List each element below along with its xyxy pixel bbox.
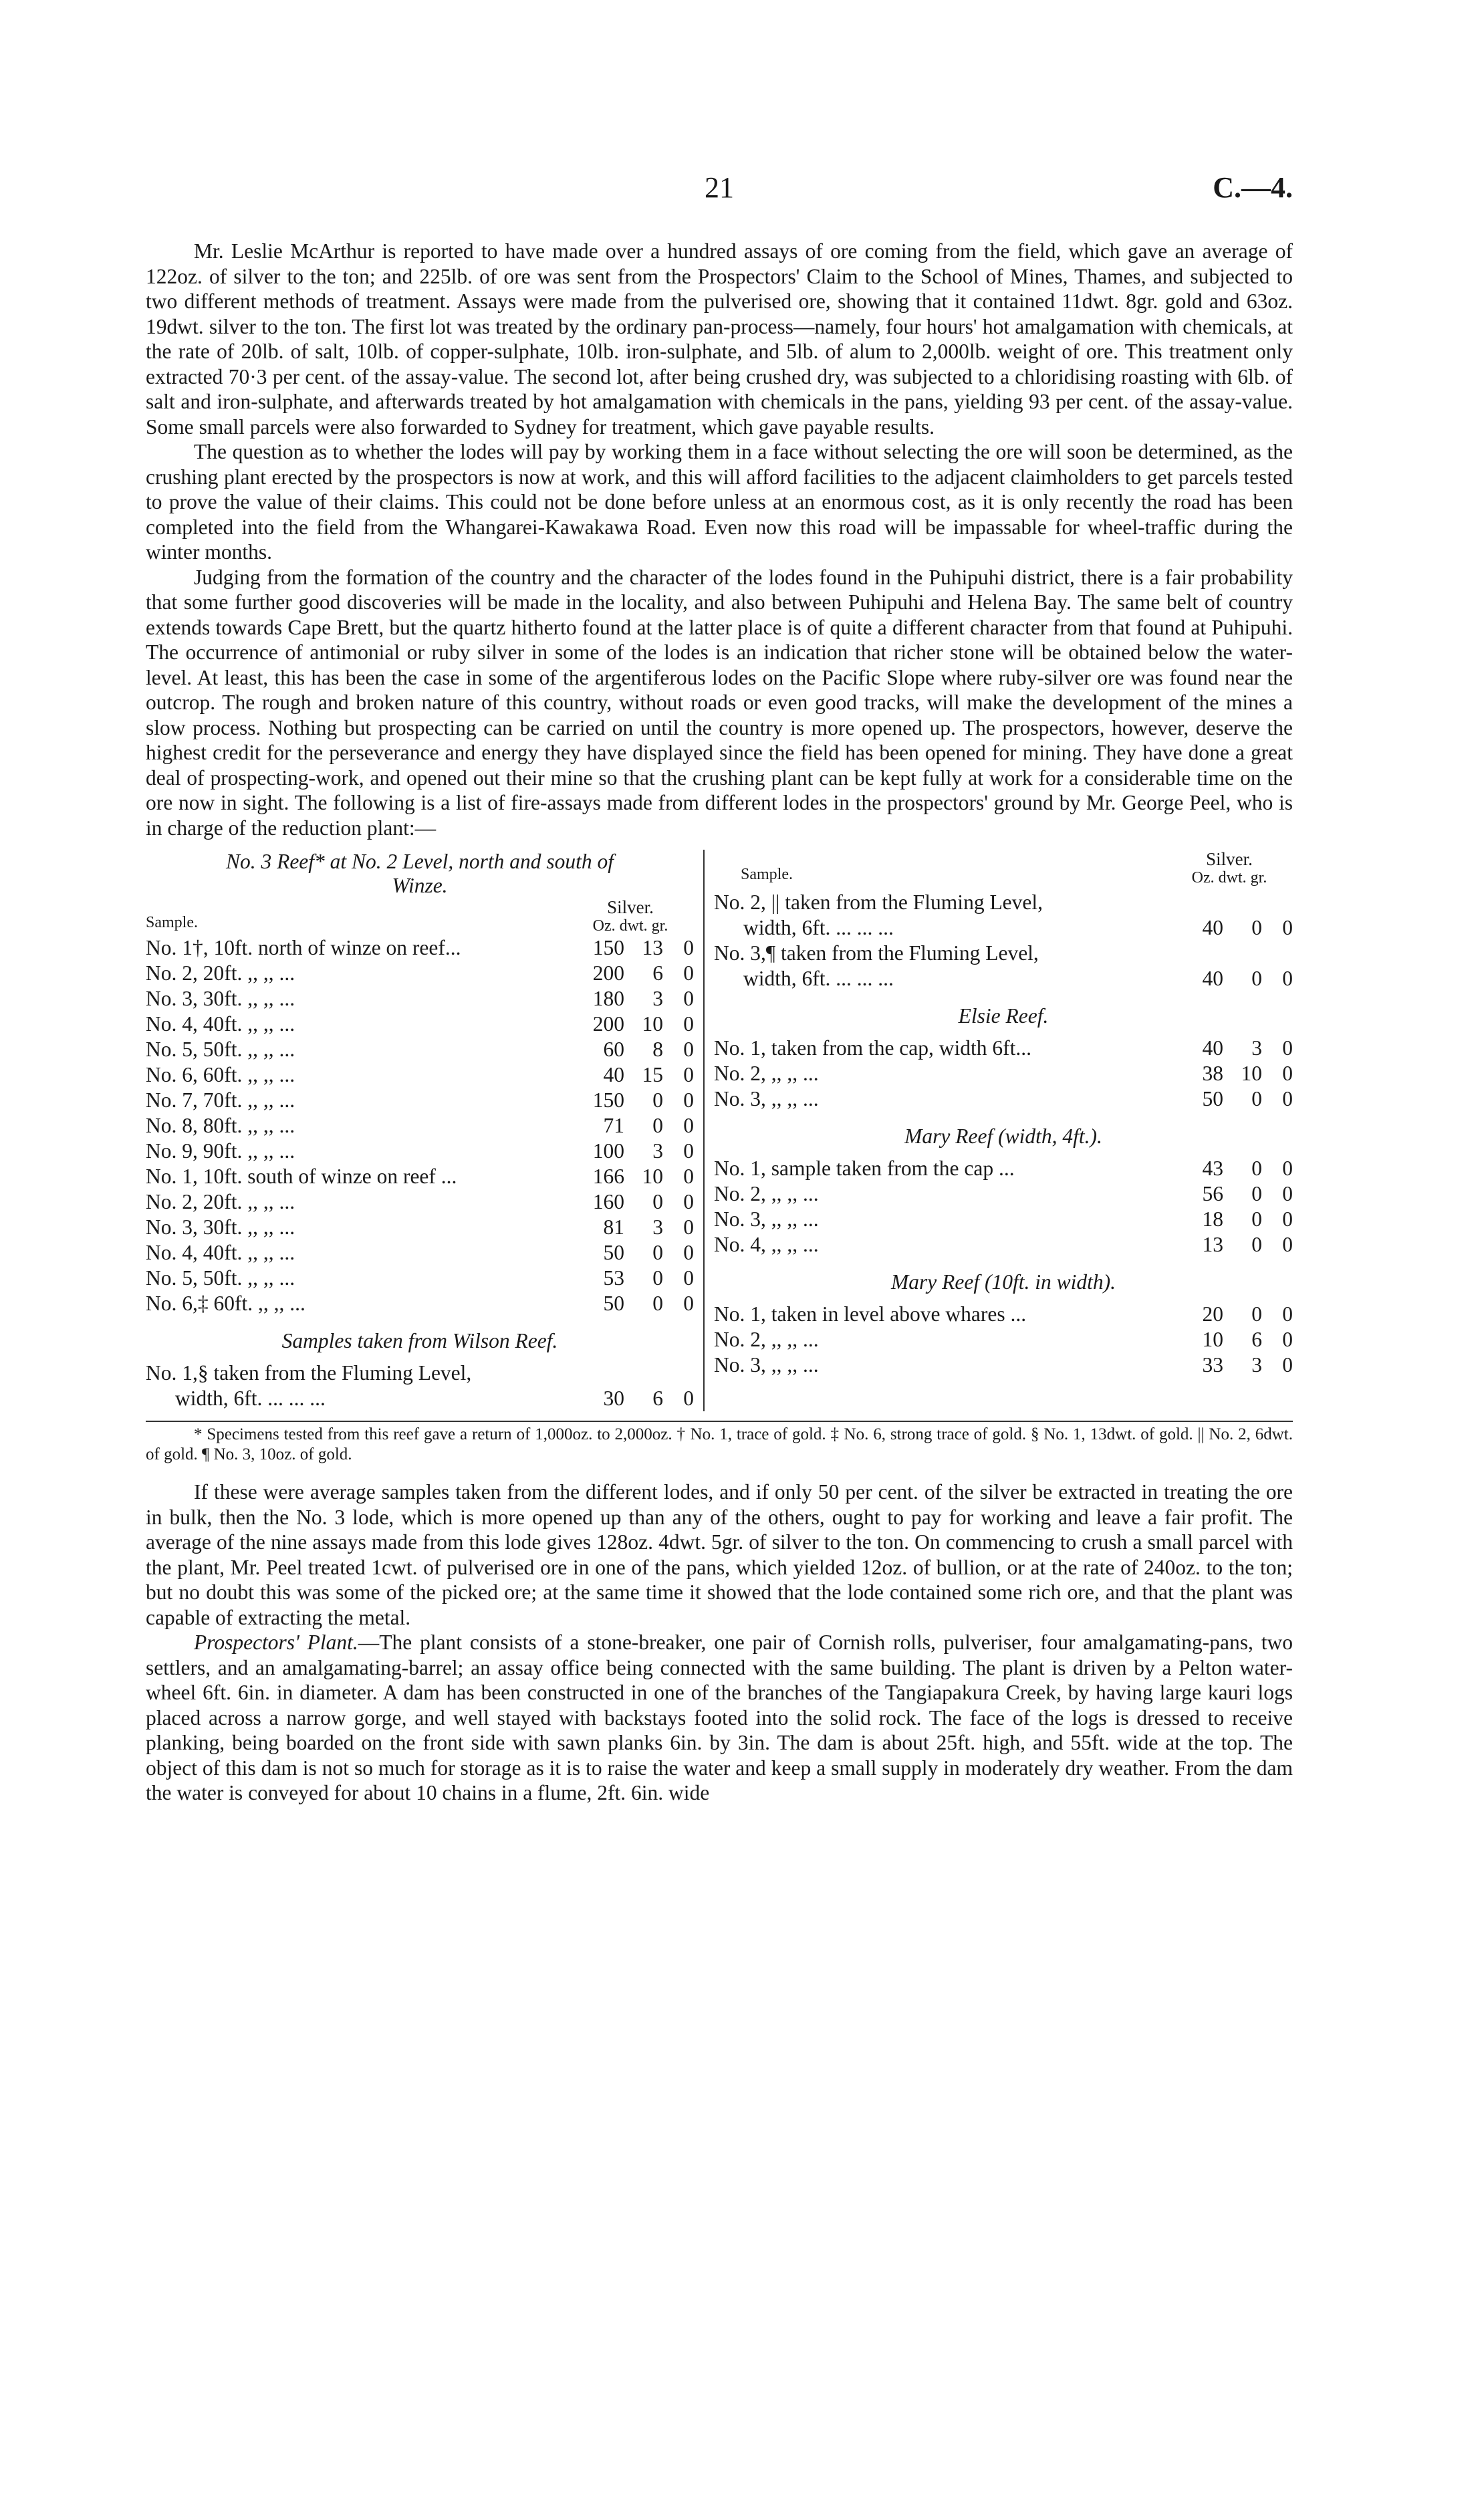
row-label: No. 2, || taken from the Fluming Level, xyxy=(714,890,1043,914)
closing-paragraphs xyxy=(146,1479,1293,1806)
row-label: No. 1, taken from the cap, width 6ft... xyxy=(714,1036,1032,1060)
oz-value: 20 xyxy=(1202,1302,1223,1326)
table-row xyxy=(714,1156,1293,1181)
assay-tables xyxy=(146,850,1293,1411)
table-row xyxy=(714,966,1293,991)
paragraph-lodes-pay: The question as to whether the lodes will pay by working them in a face without selecting the ore will soon be determined, as the crushing plant erected by the prospectors is now at work, and this will afford facilities to the adjacent claimholders to get parcels tested to prove the value of their claims. This could not be done before unless at an enormous cost, as it is only recently the road has been completed into the field from the Whangarei-Kawakawa Road. Even now this road will be impassable for wheel-traffic during the winter months. xyxy=(146,440,1293,564)
row-label: No. 2, 20ft. ,, ,, ... xyxy=(146,961,295,985)
gr-value: 0 xyxy=(683,1139,694,1163)
table-row xyxy=(714,1352,1293,1378)
dwt-value: 3 xyxy=(1251,1353,1262,1377)
elsie-reef-heading: Elsie Reef. xyxy=(958,1004,1049,1028)
silver-header-label: Silver. xyxy=(607,897,654,917)
no3-reef-rows xyxy=(146,935,694,1316)
table-row xyxy=(146,1189,694,1215)
dwt-value: 0 xyxy=(1251,967,1262,990)
table-row xyxy=(714,1181,1293,1207)
row-label: No. 2, ,, ,, ... xyxy=(714,1182,819,1205)
oz-value: 60 xyxy=(603,1038,624,1061)
gr-value: 0 xyxy=(683,936,694,959)
gr-value: 0 xyxy=(1282,1182,1293,1205)
sample-column-header: Sample. xyxy=(146,914,198,931)
gr-value: 0 xyxy=(1282,1207,1293,1231)
silver-units-label: Oz. dwt. gr. xyxy=(592,917,668,935)
table-row xyxy=(146,1113,694,1139)
wilson-reef-rows xyxy=(714,890,1293,991)
table-row xyxy=(146,1139,694,1164)
dwt-value: 6 xyxy=(1251,1328,1262,1351)
gr-value: 0 xyxy=(1282,1302,1293,1326)
left-column-headers xyxy=(146,898,694,935)
table-row xyxy=(146,1088,694,1113)
oz-value: 200 xyxy=(592,1012,624,1036)
row-label: No. 8, 80ft. ,, ,, ... xyxy=(146,1114,295,1137)
prospectors-plant-lead: Prospectors' Plant. xyxy=(194,1631,358,1654)
silver-header-label: Silver. xyxy=(1206,849,1253,869)
gr-value: 0 xyxy=(683,1038,694,1061)
table-row xyxy=(146,1037,694,1062)
table-row xyxy=(146,961,694,986)
gr-value: 0 xyxy=(683,1114,694,1137)
table-row xyxy=(714,1036,1293,1061)
gr-value: 0 xyxy=(683,1088,694,1112)
row-label: No. 1, taken in level above whares ... xyxy=(714,1302,1027,1326)
gr-value: 0 xyxy=(683,1063,694,1086)
row-label: No. 6, 60ft. ,, ,, ... xyxy=(146,1063,295,1086)
table-row xyxy=(146,1386,694,1411)
table-row xyxy=(146,1011,694,1037)
table-row xyxy=(146,986,694,1011)
row-label: No. 4, 40ft. ,, ,, ... xyxy=(146,1241,295,1264)
oz-value: 180 xyxy=(592,987,624,1010)
dwt-value: 15 xyxy=(642,1063,663,1086)
oz-value: 166 xyxy=(592,1165,624,1188)
mary-reef-4ft-heading: Mary Reef (width, 4ft.). xyxy=(904,1124,1102,1148)
table-row xyxy=(146,1062,694,1088)
row-label: No. 9, 90ft. ,, ,, ... xyxy=(146,1139,295,1163)
gr-value: 0 xyxy=(1282,967,1293,990)
elsie-reef-rows xyxy=(714,1036,1293,1112)
wilson-reef-heading: Samples taken from Wilson Reef. xyxy=(281,1329,558,1352)
gr-value: 0 xyxy=(1282,1087,1293,1110)
table-row xyxy=(146,935,694,961)
row-label: No. 3, 30ft. ,, ,, ... xyxy=(146,1215,295,1239)
row-label: No. 3,¶ taken from the Fluming Level, xyxy=(714,941,1039,965)
table-row xyxy=(714,1207,1293,1232)
oz-value: 40 xyxy=(1202,967,1223,990)
row-label: No. 4, 40ft. ,, ,, ... xyxy=(146,1012,295,1036)
gr-value: 0 xyxy=(1282,1353,1293,1377)
row-label: width, 6ft. ... ... ... xyxy=(175,1387,326,1410)
mary-reef-10ft-rows xyxy=(714,1302,1293,1378)
oz-value: 40 xyxy=(603,1063,624,1086)
gr-value: 0 xyxy=(683,1012,694,1036)
oz-value: 38 xyxy=(1202,1062,1223,1085)
table-row xyxy=(714,1327,1293,1352)
oz-value: 81 xyxy=(603,1215,624,1239)
dwt-value: 0 xyxy=(1251,1157,1262,1180)
right-column-headers xyxy=(714,850,1293,887)
gr-value: 0 xyxy=(683,1266,694,1290)
table-row xyxy=(146,1240,694,1266)
mary-reef-4ft-rows xyxy=(714,1156,1293,1258)
oz-value: 10 xyxy=(1202,1328,1223,1351)
gr-value: 0 xyxy=(683,1215,694,1239)
dwt-value: 13 xyxy=(642,936,663,959)
row-label: No. 2, ,, ,, ... xyxy=(714,1062,819,1085)
oz-value: 160 xyxy=(592,1190,624,1213)
table-row xyxy=(146,1360,694,1386)
row-label: No. 2, ,, ,, ... xyxy=(714,1328,819,1351)
table-row xyxy=(714,890,1293,915)
oz-value: 50 xyxy=(603,1292,624,1315)
assay-table-right xyxy=(705,850,1293,1411)
no3-reef-heading xyxy=(146,850,694,898)
gr-value: 0 xyxy=(1282,1062,1293,1085)
page-header xyxy=(146,170,1293,217)
row-label: No. 2, 20ft. ,, ,, ... xyxy=(146,1190,295,1213)
table-row xyxy=(714,1086,1293,1112)
oz-value: 50 xyxy=(1202,1087,1223,1110)
row-label: No. 1, sample taken from the cap ... xyxy=(714,1157,1015,1180)
gr-value: 0 xyxy=(683,1165,694,1188)
sample-column-header: Sample. xyxy=(741,866,793,883)
prospectors-plant-text: —The plant consists of a stone-breaker, one pair of Cornish rolls, pulveriser, four amalgamating-pans, two settlers, and an amalgamating-barrel; an assay office being connected with the same building. The plant is driven by a Pelton water-wheel 6ft. 6in. in diameter. A dam has been constructed in one of the branches of the Tangiapakura Creek, by having large kauri logs placed across a narrow gorge, and well stayed with backstays footed into the solid rock. The face of the logs is dressed to receive planking, being boarded on the front side with sawn planks 6in. by 3in. The dam is about 25ft. high, and 55ft. wide at the top. The object of this dam is not so much for storage as it is to raise the water and keep a small supply in moderately dry weather. From the dam the water is conveyed for about 10 chains in a flume, 2ft. 6in. wide xyxy=(146,1631,1293,1804)
row-label: No. 1, 10ft. south of winze on reef ... xyxy=(146,1165,457,1188)
dwt-value: 0 xyxy=(652,1190,663,1213)
table-row xyxy=(714,915,1293,941)
page-number: 21 xyxy=(705,171,734,204)
dwt-value: 0 xyxy=(652,1088,663,1112)
no3-reef-heading-line1: No. 3 Reef* at No. 2 Level, north and south of xyxy=(225,850,614,873)
dwt-value: 3 xyxy=(652,1139,663,1163)
intro-paragraphs xyxy=(146,239,1293,840)
row-label: width, 6ft. ... ... ... xyxy=(743,916,894,939)
dwt-value: 6 xyxy=(652,961,663,985)
gr-value: 0 xyxy=(1282,1157,1293,1180)
row-label: No. 1†, 10ft. north of winze on reef... xyxy=(146,936,461,959)
row-label: No. 3, ,, ,, ... xyxy=(714,1207,819,1231)
mary-reef-10ft-heading: Mary Reef (10ft. in width). xyxy=(891,1270,1116,1294)
table-row xyxy=(146,1266,694,1291)
dwt-value: 0 xyxy=(652,1241,663,1264)
row-label: No. 6,‡ 60ft. ,, ,, ... xyxy=(146,1292,305,1315)
table-row xyxy=(146,1291,694,1316)
row-label: No. 3, ,, ,, ... xyxy=(714,1087,819,1110)
paragraph-average-samples: If these were average samples taken from the different lodes, and if only 50 per cent. of the silver be extracted in treating the ore in bulk, then the No. 3 lode, which is more opened up than any of the others, ought to pay for working and leave a fair profit. The average of the nine assays made from this lode gives 128oz. 4dwt. 5gr. of silver to the ton. On commencing to crush a small parcel with the plant, Mr. Peel treated 1cwt. of pulverised ore in one of the pans, which yielded 12oz. of bullion, or at the rate of 240oz. to the ton; but no doubt this was some of the picked ore; at the same time it showed that the lode contained some rich ore, and that the plant was capable of extracting the metal. xyxy=(146,1480,1293,1629)
oz-value: 100 xyxy=(592,1139,624,1163)
row-label: No. 3, 30ft. ,, ,, ... xyxy=(146,987,295,1010)
oz-value: 33 xyxy=(1202,1353,1223,1377)
table-row xyxy=(714,1302,1293,1327)
oz-value: 200 xyxy=(592,961,624,985)
row-label: width, 6ft. ... ... ... xyxy=(743,967,894,990)
gr-value: 0 xyxy=(683,1387,694,1410)
document-page xyxy=(146,170,1293,1806)
dwt-value: 0 xyxy=(1251,1302,1262,1326)
no3-reef-heading-line2: Winze. xyxy=(392,874,448,897)
oz-value: 150 xyxy=(592,1088,624,1112)
oz-value: 150 xyxy=(592,936,624,959)
dwt-value: 10 xyxy=(1241,1062,1262,1085)
gr-value: 0 xyxy=(683,987,694,1010)
oz-value: 13 xyxy=(1202,1233,1223,1256)
dwt-value: 0 xyxy=(652,1114,663,1137)
dwt-value: 0 xyxy=(1251,1207,1262,1231)
row-label: No. 3, ,, ,, ... xyxy=(714,1353,819,1377)
oz-value: 53 xyxy=(603,1266,624,1290)
gr-value: 0 xyxy=(1282,916,1293,939)
table-row xyxy=(146,1164,694,1189)
dwt-value: 0 xyxy=(1251,916,1262,939)
row-label: No. 5, 50ft. ,, ,, ... xyxy=(146,1038,295,1061)
oz-value: 71 xyxy=(603,1114,624,1137)
silver-column-header xyxy=(567,898,694,935)
gr-value: 0 xyxy=(1282,1328,1293,1351)
oz-value: 18 xyxy=(1202,1207,1223,1231)
oz-value: 56 xyxy=(1202,1182,1223,1205)
dwt-value: 0 xyxy=(1251,1182,1262,1205)
table-row xyxy=(146,1215,694,1240)
gr-value: 0 xyxy=(683,1292,694,1315)
table-row xyxy=(714,1061,1293,1086)
row-label: No. 5, 50ft. ,, ,, ... xyxy=(146,1266,295,1290)
dwt-value: 0 xyxy=(1251,1233,1262,1256)
table-row xyxy=(714,1232,1293,1258)
oz-value: 43 xyxy=(1202,1157,1223,1180)
table-footnotes: * Specimens tested from this reef gave a return of 1,000oz. to 2,000oz. † No. 1, trace of gold. ‡ No. 6, strong trace of gold. § No. 1, 13dwt. of gold. || No. 2, 6dwt. of gold. ¶ No. 3, 10oz. of gold. xyxy=(146,1425,1293,1463)
gr-value: 0 xyxy=(683,1190,694,1213)
paper-reference: C.—4. xyxy=(1213,171,1293,204)
row-label: No. 4, ,, ,, ... xyxy=(714,1233,819,1256)
assay-table-left xyxy=(146,850,705,1411)
dwt-value: 10 xyxy=(642,1012,663,1036)
oz-value: 40 xyxy=(1202,916,1223,939)
gr-value: 0 xyxy=(1282,1036,1293,1060)
row-label: No. 1,§ taken from the Fluming Level, xyxy=(146,1361,472,1385)
dwt-value: 3 xyxy=(652,987,663,1010)
dwt-value: 10 xyxy=(642,1165,663,1188)
dwt-value: 6 xyxy=(652,1387,663,1410)
oz-value: 40 xyxy=(1202,1036,1223,1060)
oz-value: 50 xyxy=(603,1241,624,1264)
silver-units-label: Oz. dwt. gr. xyxy=(1191,869,1267,886)
paragraph-formation: Judging from the formation of the country and the character of the lodes found in the Puhipuhi district, there is a fair probability that some further good discoveries will be made in the locality, and also between Puhipuhi and Helena Bay. The same belt of country extends towards Cape Brett, but the quartz hitherto found at the latter place is of quite a different character from that found at Puhipuhi. The occurrence of antimonial or ruby silver in some of the lodes is an indication that richer stone will be obtained below the water-level. At least, this has been the case in some of the argentiferous lodes on the Pacific Slope where ruby-silver ore was found near the outcrop. The rough and broken nature of this country, without roads or even good tracks, will make the development of the mines a slow process. Nothing but prospecting can be carried on until the country is more opened up. The prospectors, however, deserve the highest credit for the perseverance and energy they have displayed since the field has been opened for mining. They have done a great deal of prospecting-work, and opened out their mine so that the crushing plant can be kept fully at work for a considerable time on the ore now in sight. The following is a list of fire-assays made from different lodes in the prospectors' ground by Mr. George Peel, who is in charge of the reduction plant:— xyxy=(146,565,1293,840)
gr-value: 0 xyxy=(683,1241,694,1264)
dwt-value: 0 xyxy=(652,1266,663,1290)
silver-column-header xyxy=(1166,850,1293,887)
dwt-value: 3 xyxy=(652,1215,663,1239)
dwt-value: 3 xyxy=(1251,1036,1262,1060)
paragraph-prospectors-plant xyxy=(146,1630,1293,1806)
table-row xyxy=(714,941,1293,966)
gr-value: 0 xyxy=(683,961,694,985)
gr-value: 0 xyxy=(1282,1233,1293,1256)
dwt-value: 0 xyxy=(652,1292,663,1315)
paragraph-mcarthur-assays: Mr. Leslie McArthur is reported to have made over a hundred assays of ore coming from the field, which gave an average of 122oz. of silver to the ton; and 225lb. of ore was sent from the Prospectors' Claim to the School of Mines, Thames, and subjected to two different methods of treatment. Assays were made from the pulverised ore, showing that it contained 11dwt. 8gr. gold and 63oz. 19dwt. silver to the ton. The first lot was treated by the ordinary pan-process—namely, four hours' hot amalgamation with chemicals, at the rate of 20lb. of salt, 10lb. of copper-sulphate, 10lb. iron-sulphate, and 5lb. of alum to 2,000lb. weight of ore. This treatment only extracted 70·3 per cent. of the assay-value. The second lot, after being crushed dry, was subjected to a chloridising roasting with 6lb. of salt and iron-sulphate, and afterwards treated by hot amalgamation with chemicals in the pans, yielding 93 per cent. of the assay-value. Some small parcels were also forwarded to Sydney for treatment, which gave payable results. xyxy=(146,239,1293,439)
dwt-value: 8 xyxy=(652,1038,663,1061)
oz-value: 30 xyxy=(603,1387,624,1410)
dwt-value: 0 xyxy=(1251,1087,1262,1110)
row-label: No. 7, 70ft. ,, ,, ... xyxy=(146,1088,295,1112)
